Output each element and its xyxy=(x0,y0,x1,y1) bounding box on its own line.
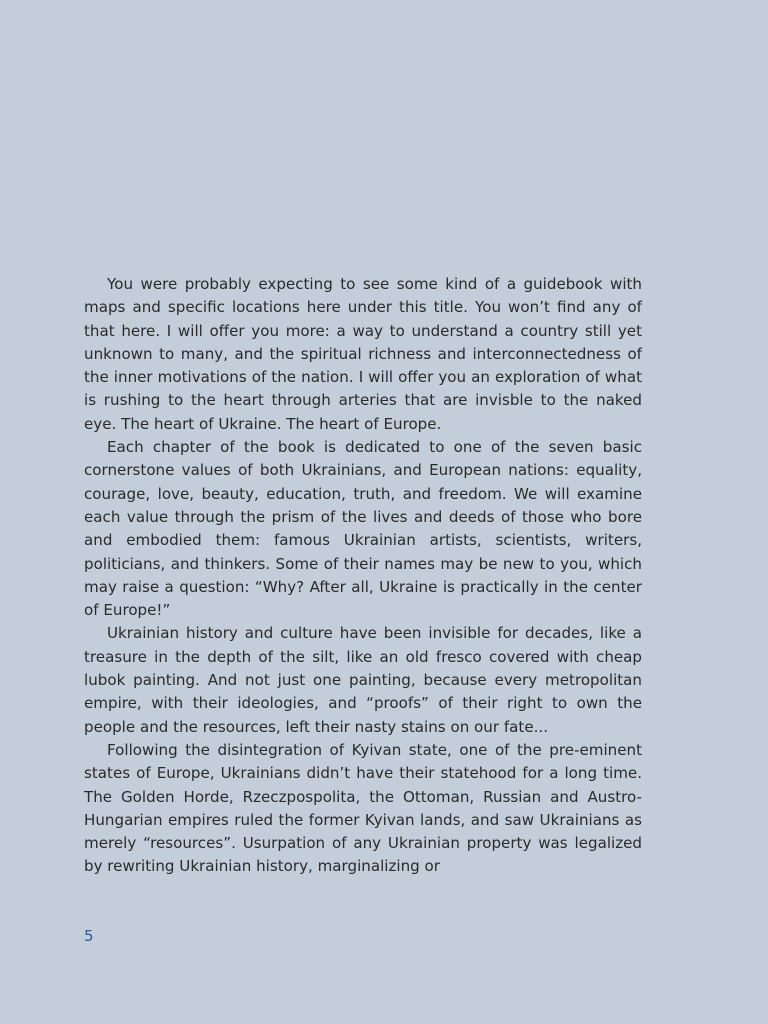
paragraph-3: Ukrainian history and culture have been invisible for decades, like a treasure in the depth of the silt, like an old fresco covered with cheap lubok painting. And not just one painting, because every metropolitan empire, with their ideologies, and “proofs” of their right to own the people and the resources, left their nasty stains on our fate... xyxy=(84,624,642,736)
paragraph-1: You were probably expecting to see some kind of a guidebook with maps and specific locations here under this title. You won’t find any of that here. I will offer you more: a way to understand a country still yet unknown to many, and the spiritual richness and interconnectedness of the inner motivations of the nation. I will offer you an exploration of what is rushing to the heart through arteries that are invisble to the naked eye. The heart of Ukraine. The heart of Europe. xyxy=(84,275,642,433)
paragraph-2: Each chapter of the book is dedicated to one of the seven basic cornerstone values of both Ukrainians, and European nations: equality, courage, love, beauty, education, truth, and freedom. We will examine each value through the prism of the lives and deeds of those who bore and embodied them: famous Ukrainian artists, scientists, writers, politicians, and thinkers. Some of their names may be new to you, which may raise a question: “Why? After all, Ukraine is practically in the center of Europe!” xyxy=(84,438,642,620)
paragraph-4: Following the disintegration of Kyivan state, one of the pre-eminent states of Europe, Ukrainians didn’t have their statehood for a long time. The Golden Horde, Rzeczpospolita, the Ottoman, Russian and Austro-Hungarian empires ruled the former Kyivan lands, and saw Ukrainians as merely “resources”. Usurpation of any Ukrainian property was legalized by rewriting Ukrainian history, marginalizing or xyxy=(84,740,642,876)
body-text xyxy=(84,273,642,879)
page-number: 5 xyxy=(84,927,94,945)
